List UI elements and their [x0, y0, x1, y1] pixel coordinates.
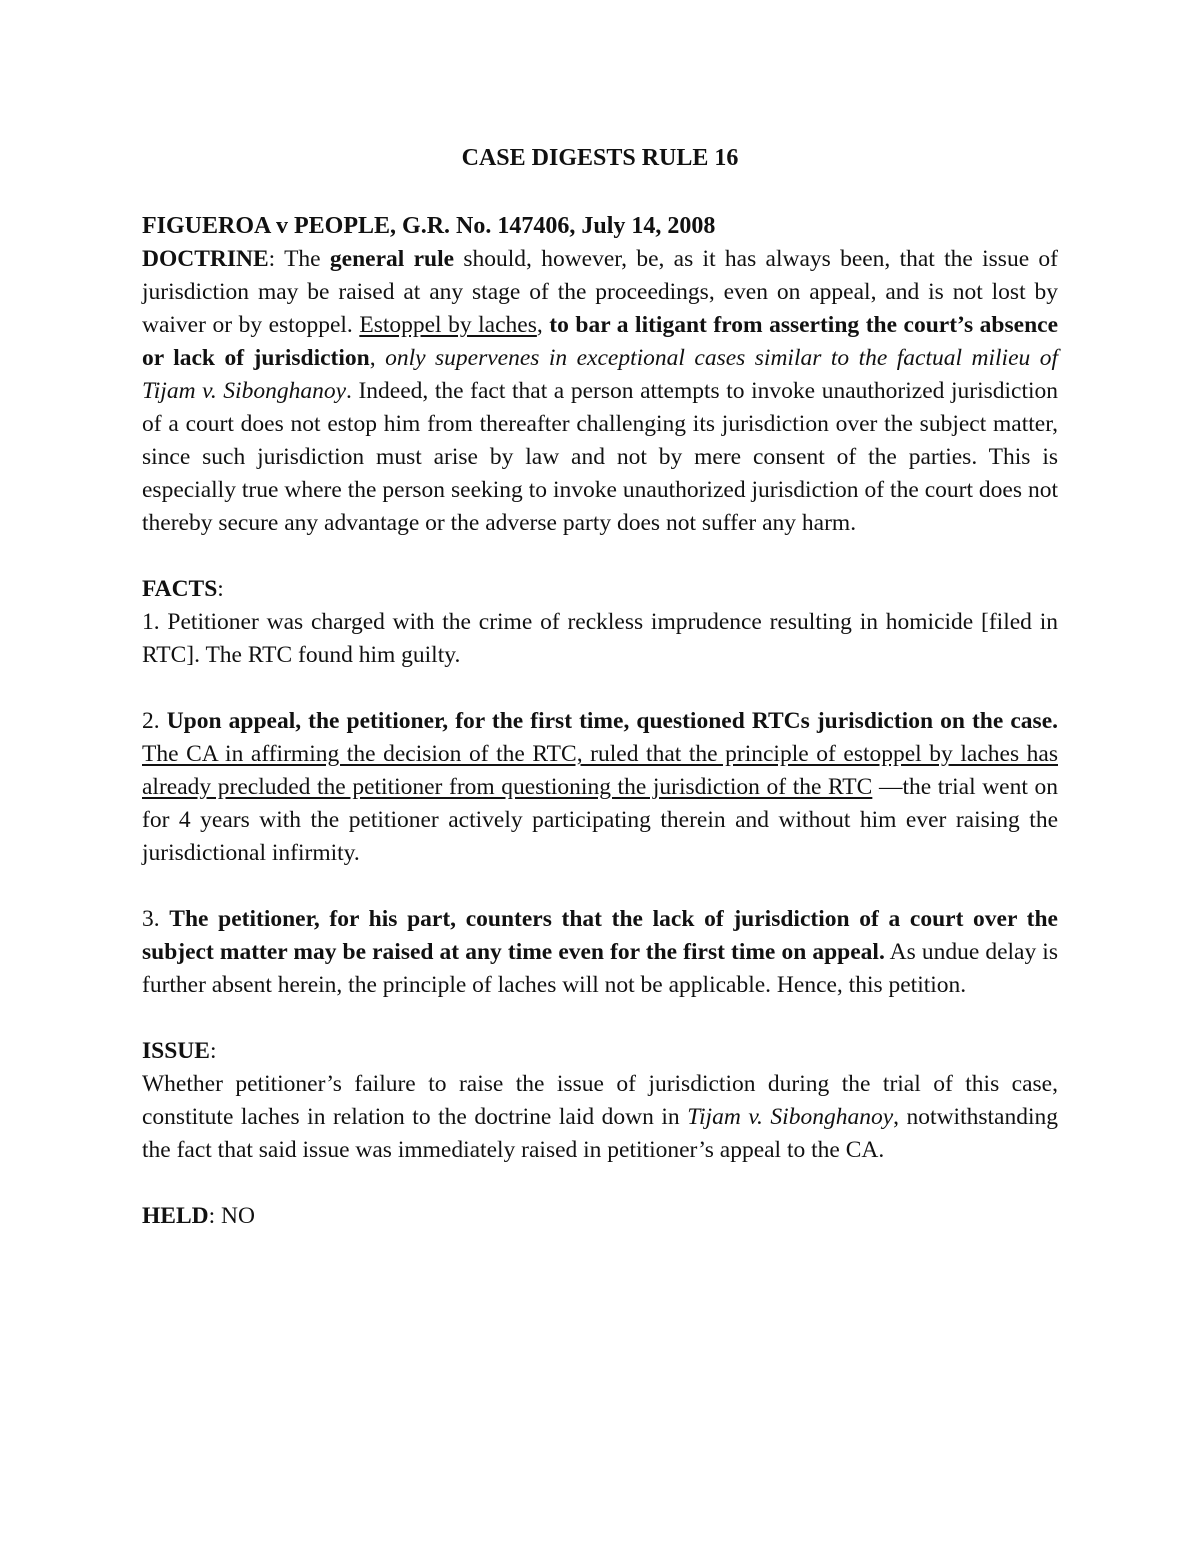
exceptional-cases-italic: only supervenes in exceptional cases similar to the factual milieu of Tijam v. Sibonghanoy — [142, 345, 1058, 404]
doctrine-label: DOCTRINE — [142, 246, 269, 272]
facts-item-2-underline: The CA in affirming the decision of the RTC, ruled that the principle of estoppel by laches has already precluded the petitioner from questioning the jurisdiction of the RTC — [142, 741, 1058, 800]
facts-heading: FACTS: — [142, 576, 224, 602]
issue-paragraph: Whether petitioner’s failure to raise the issue of jurisdiction during the trial of this case, constitute laches in relation to the doctrine laid down in Tijam v. Sibonghanoy, notwithstanding the fact that said issue was immediately raised in petitioner’s appeal to the CA. — [142, 1071, 1058, 1163]
tijam-citation-italic: Tijam v. Sibonghanoy — [687, 1104, 894, 1130]
held-line — [142, 1200, 1058, 1233]
document-page — [142, 140, 1058, 1233]
facts-item-2: 2. Upon appeal, the petitioner, for the first time, questioned RTCs jurisdiction on the case. The CA in affirming the decision of the RTC, ruled that the principle of estoppel by laches has already precluded the petitioner from questioning the jurisdiction of the RTC —the trial went on for 4 years with the petitioner actively participating therein and without him ever raising the jurisdictional infirmity. — [142, 708, 1059, 866]
doctrine-paragraph: DOCTRINE: The general rule should, however, be, as it has always been, that the issue of jurisdiction may be raised at any stage of the proceedings, even on appeal, and is not lost by waiver or by estoppel. Estoppel by laches, to bar a litigant from asserting the court’s absence or lack of jurisdiction, only supervenes in exceptional cases similar to the factual milieu of Tijam v. Sibonghanoy. Indeed, the fact that a person attempts to invoke unauthorized jurisdiction of a court does not estop him from thereafter challenging its jurisdiction over the subject matter, since such jurisdiction must arise by law and not by mere consent of the parties. This is especially true where the person seeking to invoke unauthorized jurisdiction of the court does not thereby secure any advantage or the adverse party does not suffer any harm. — [142, 246, 1059, 536]
document-title: CASE DIGESTS RULE 16 — [461, 145, 739, 171]
bar-litigant-emphasis: to bar a litigant from asserting the court’s absence or lack of jurisdiction — [142, 312, 1059, 371]
facts-item-3-bold: The petitioner, for his part, counters that the lack of jurisdiction of a court over the subject matter may be raised at any time even for the first time on appeal. — [142, 906, 1058, 965]
held-value: : NO — [208, 1203, 255, 1229]
issue-heading: ISSUE: — [142, 1038, 217, 1064]
facts-item-1: 1. Petitioner was charged with the crime of reckless imprudence resulting in homicide [filed in RTC]. The RTC found him guilty. — [142, 609, 1058, 668]
facts-item-2-bold: Upon appeal, the petitioner, for the first time, questioned RTCs jurisdiction on the case. — [166, 708, 1059, 734]
facts-item-3: 3. The petitioner, for his part, counters that the lack of jurisdiction of a court over the subject matter may be raised at any time even for the first time on appeal. As undue delay is further absent herein, the principle of laches will not be applicable. Hence, this petition. — [142, 906, 1058, 998]
estoppel-by-laches-underline: Estoppel by laches — [359, 312, 537, 338]
case-title: FIGUEROA v PEOPLE, G.R. No. 147406, July 14, 2008 — [142, 213, 716, 239]
held-label: HELD — [142, 1203, 209, 1229]
general-rule-emphasis: general rule — [329, 246, 455, 272]
